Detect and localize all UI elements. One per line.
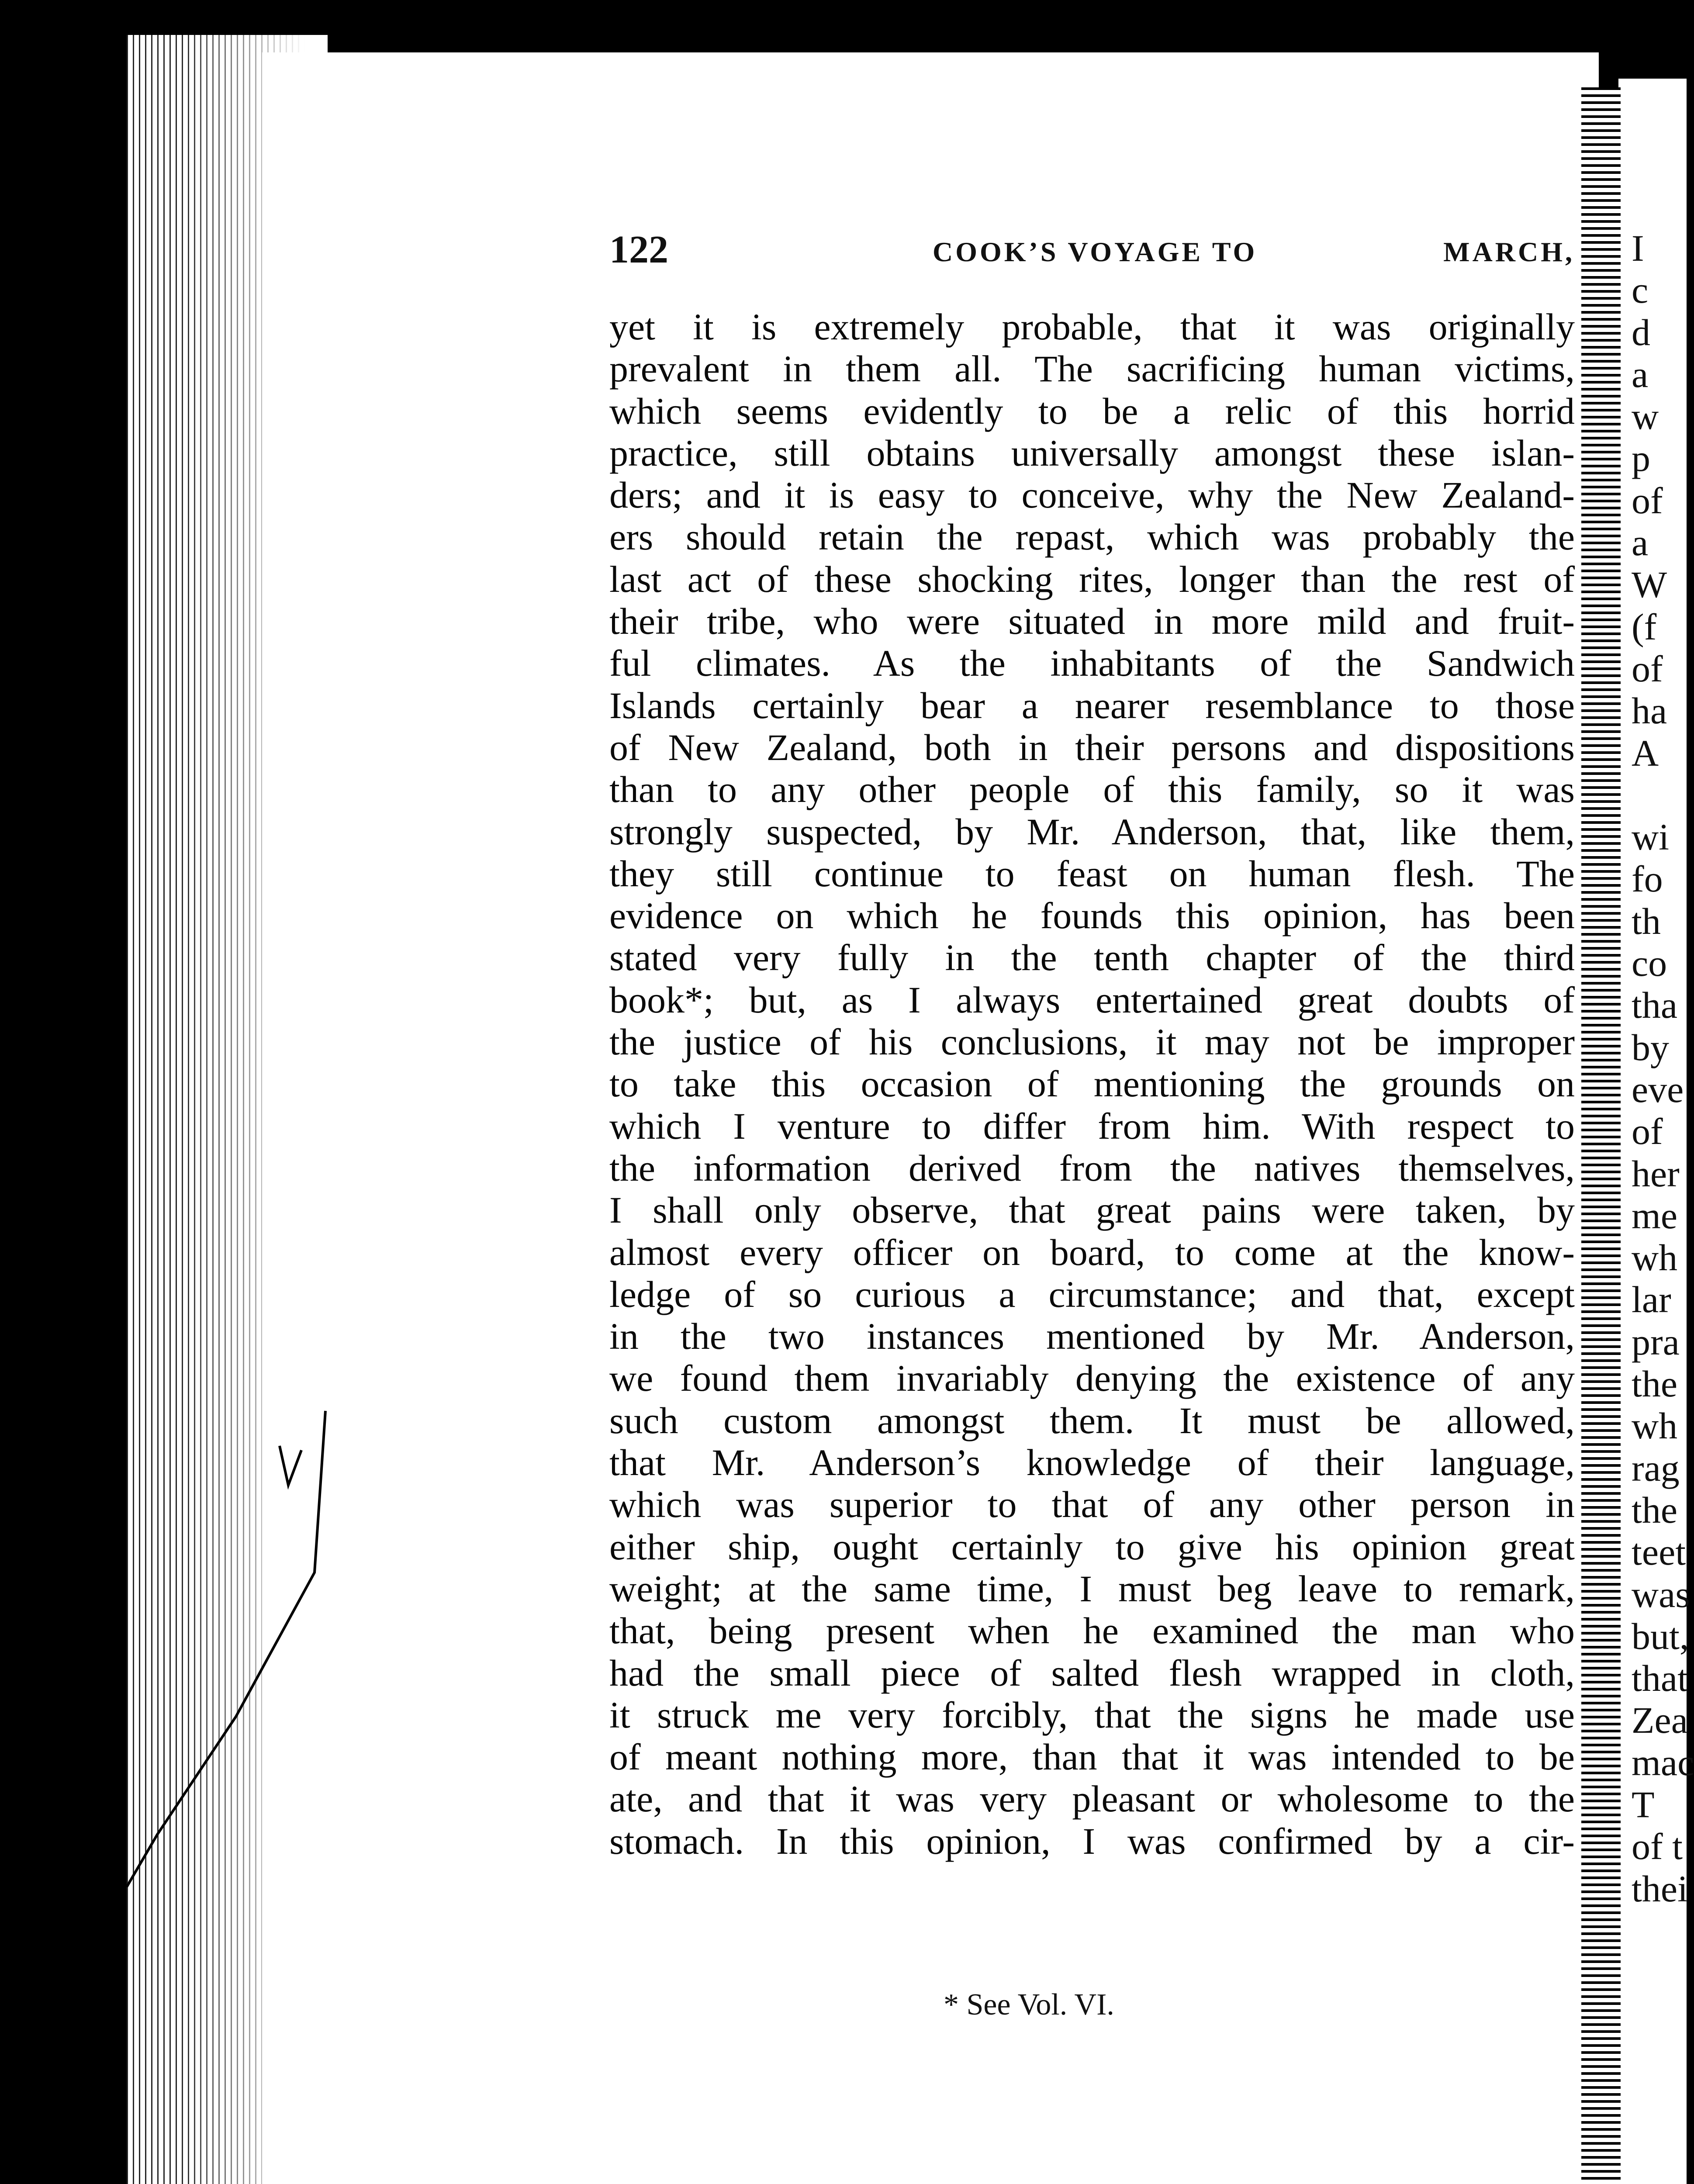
right-page-line-fragment: W: [1632, 563, 1667, 606]
right-page-line-fragment: (f: [1632, 605, 1657, 648]
right-page-line-fragment: of: [1632, 1110, 1663, 1153]
body-line: ate, and that it was very pleasant or wholesome to the: [609, 1778, 1575, 1820]
body-line: last act of these shocking rites, longer than the rest of: [609, 558, 1575, 600]
body-line: book*; but, as I always entertained great doubts of: [609, 978, 1575, 1021]
body-line: yet it is extremely probable, that it was originally: [609, 306, 1575, 348]
body-line: of meant nothing more, than that it was intended to be: [609, 1736, 1575, 1778]
body-line: that, being present when he examined the man who: [609, 1610, 1575, 1652]
body-line: that Mr. Anderson’s knowledge of their language,: [609, 1441, 1575, 1484]
right-page-line-fragment: the: [1632, 1363, 1678, 1405]
right-page-line-fragment: A: [1632, 732, 1659, 774]
right-page-line-fragment: thei: [1632, 1867, 1688, 1910]
right-page-line-fragment: p: [1632, 437, 1650, 480]
body-line: such custom amongst them. It must be allowed,: [609, 1399, 1575, 1441]
right-page-fragment: [1632, 227, 1694, 1910]
right-page-line-fragment: wh: [1632, 1237, 1678, 1279]
right-page-line-fragment: d: [1632, 311, 1650, 353]
right-page-line-fragment: lar: [1632, 1279, 1671, 1321]
footnote: * See Vol. VI.: [944, 1988, 1114, 2022]
right-page-line-fragment: that: [1632, 1657, 1688, 1700]
right-page-line-fragment: wh: [1632, 1405, 1678, 1447]
right-page-line-fragment: co: [1632, 942, 1667, 985]
body-line: practice, still obtains universally amongst these islan-: [609, 432, 1575, 474]
body-line: ers should retain the repast, which was probably the: [609, 516, 1575, 558]
right-page-line-fragment: a: [1632, 353, 1649, 395]
right-page-line-fragment: mac: [1632, 1741, 1694, 1783]
running-head: [609, 227, 1575, 275]
right-page-line-fragment: was: [1632, 1573, 1690, 1615]
page-number: 122: [609, 228, 668, 271]
body-line: evidence on which he founds this opinion, has been: [609, 895, 1575, 937]
right-page-line-fragment: Zea: [1632, 1699, 1688, 1742]
right-page-line-fragment: pra: [1632, 1320, 1680, 1363]
right-page-line-fragment: w: [1632, 395, 1659, 438]
pencil-stroke: [127, 1411, 325, 1887]
right-page-line-fragment: but,: [1632, 1615, 1689, 1657]
body-line: I shall only observe, that great pains were taken, by: [609, 1189, 1575, 1231]
running-head-month: MARCH,: [1443, 236, 1575, 267]
right-page-line-fragment: her: [1632, 1152, 1680, 1195]
running-head-title: COOK’S VOYAGE TO: [933, 236, 1258, 267]
right-page-line-fragment: tha: [1632, 984, 1678, 1026]
right-page-line-fragment: a: [1632, 522, 1649, 564]
body-line: than to any other people of this family, so it was: [609, 768, 1575, 811]
body-line: the information derived from the natives themselves,: [609, 1147, 1575, 1189]
right-page-line-fragment: of t: [1632, 1825, 1683, 1868]
body-line: ledge of so curious a circumstance; and that, except: [609, 1273, 1575, 1315]
right-page-line-fragment: fo: [1632, 858, 1663, 900]
right-page-line-fragment: the: [1632, 1489, 1678, 1531]
body-line: prevalent in them all. The sacrificing human victims,: [609, 348, 1575, 390]
right-page-line-fragment: me: [1632, 1194, 1678, 1237]
body-line: which I venture to differ from him. With respect to: [609, 1105, 1575, 1147]
body-text: [609, 306, 1575, 1862]
body-line: ful climates. As the inhabitants of the Sandwich: [609, 642, 1575, 684]
right-page-line-fragment: I: [1632, 227, 1644, 269]
body-line: ders; and it is easy to conceive, why the New Zealand-: [609, 474, 1575, 516]
body-line: which was superior to that of any other person in: [609, 1483, 1575, 1526]
body-line: strongly suspected, by Mr. Anderson, that, like them,: [609, 810, 1575, 853]
right-page-line-fragment: by: [1632, 1026, 1669, 1068]
right-page-line-fragment: T: [1632, 1783, 1655, 1825]
right-page-line-fragment: rag: [1632, 1447, 1680, 1489]
body-line: to take this occasion of mentioning the grounds on: [609, 1063, 1575, 1105]
body-line: Islands certainly bear a nearer resemblance to those: [609, 684, 1575, 726]
right-page-line-fragment: teet: [1632, 1531, 1686, 1573]
right-page-line-fragment: eve: [1632, 1068, 1684, 1110]
body-line: we found them invariably denying the existence of any: [609, 1357, 1575, 1400]
right-page-line-fragment: [1632, 774, 1688, 816]
body-line: had the small piece of salted flesh wrapped in cloth,: [609, 1652, 1575, 1694]
right-page-line-fragment: c: [1632, 269, 1649, 311]
right-page-line-fragment: ha: [1632, 690, 1667, 732]
body-line: which seems evidently to be a relic of this horrid: [609, 390, 1575, 432]
body-line: stomach. In this opinion, I was confirmed by a cir-: [609, 1820, 1575, 1862]
body-line: stated very fully in the tenth chapter of the third: [609, 936, 1575, 979]
right-page-line-fragment: th: [1632, 900, 1661, 942]
right-page-line-fragment: wi: [1632, 816, 1669, 858]
body-line: of New Zealand, both in their persons and dispositions: [609, 726, 1575, 768]
right-page-line-fragment: of: [1632, 647, 1663, 690]
body-line: their tribe, who were situated in more mild and fruit-: [609, 600, 1575, 643]
body-line: almost every officer on board, to come at the know-: [609, 1231, 1575, 1273]
body-line: in the two instances mentioned by Mr. Anderson,: [609, 1315, 1575, 1358]
body-line: the justice of his conclusions, it may not be improper: [609, 1021, 1575, 1063]
pencil-tick: [280, 1446, 301, 1485]
body-line: weight; at the same time, I must beg leave to remark,: [609, 1567, 1575, 1610]
right-page-line-fragment: of: [1632, 479, 1663, 522]
body-line: either ship, ought certainly to give his opinion great: [609, 1525, 1575, 1568]
body-line: it struck me very forcibly, that the signs he made use: [609, 1693, 1575, 1736]
body-line: they still continue to feast on human flesh. The: [609, 852, 1575, 895]
